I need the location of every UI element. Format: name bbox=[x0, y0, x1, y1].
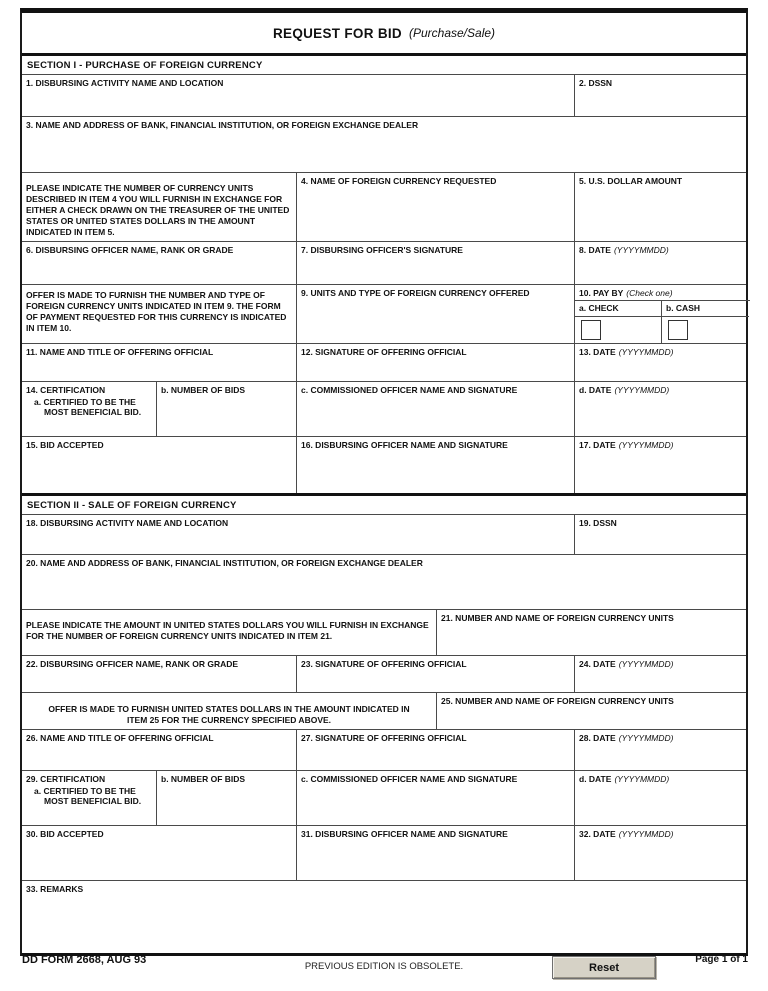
form-row bbox=[22, 172, 746, 241]
field-29b-number-of-bids[interactable] bbox=[157, 771, 297, 825]
check-checkbox[interactable] bbox=[581, 320, 601, 340]
request-for-bid-form bbox=[20, 8, 748, 956]
field-19-dssn[interactable] bbox=[575, 515, 750, 554]
item-13-label: 13. DATE bbox=[579, 346, 616, 357]
form-row bbox=[22, 343, 746, 381]
item-29b-label: b. NUMBER OF BIDS bbox=[161, 773, 246, 784]
item-26-label: 26. NAME AND TITLE OF OFFERING OFFICIAL bbox=[26, 732, 214, 743]
form-title-row bbox=[22, 13, 746, 53]
item-17-date-format: (YYYYMMDD) bbox=[618, 439, 674, 450]
item-32-date-format: (YYYYMMDD) bbox=[618, 828, 674, 839]
item-14d-label: d. DATE bbox=[579, 384, 612, 395]
pay-by-check-column bbox=[575, 301, 662, 342]
item-11-label: 11. NAME AND TITLE OF OFFERING OFFICIAL bbox=[26, 346, 214, 357]
form-row bbox=[22, 825, 746, 880]
form-row bbox=[22, 381, 746, 436]
form-row bbox=[22, 880, 746, 953]
item-6-label: 6. DISBURSING OFFICER NAME, RANK OR GRADE bbox=[26, 245, 234, 256]
sale-instruction-cell bbox=[22, 610, 437, 655]
field-30-bid-accepted[interactable] bbox=[22, 826, 297, 880]
field-17-date[interactable] bbox=[575, 437, 750, 493]
field-14b-number-of-bids[interactable] bbox=[157, 382, 297, 436]
edition-note: PREVIOUS EDITION IS OBSOLETE. bbox=[304, 961, 464, 972]
field-29d-date[interactable] bbox=[575, 771, 750, 825]
purchase-instruction-text: PLEASE INDICATE THE NUMBER OF CURRENCY UNITS DESCRIBED IN ITEM 4 YOU WILL FURNISH IN EXCHANGE FOR EITHER A CHECK DRAWN ON THE TREASURER OF THE UNITED STATES OR UNITED STATES DOLLARS IN THE AMOUNT INDICATED IN ITEM 5. bbox=[26, 183, 290, 238]
item-19-label: 19. DSSN bbox=[579, 517, 617, 528]
form-footer bbox=[20, 952, 748, 986]
field-31-do-name-signature[interactable] bbox=[297, 826, 575, 880]
sale-offer-instruction-text: OFFER IS MADE TO FURNISH UNITED STATES DOLLARS IN THE AMOUNT INDICATED IN ITEM 25 FOR THE CURRENCY SPECIFIED ABOVE. bbox=[48, 703, 410, 725]
item-14d-date-format: (YYYYMMDD) bbox=[614, 384, 670, 395]
item-3-label: 3. NAME AND ADDRESS OF BANK, FINANCIAL INSTITUTION, OR FOREIGN EXCHANGE DEALER bbox=[26, 120, 419, 130]
item-21-label: 21. NUMBER AND NAME OF FOREIGN CURRENCY UNITS bbox=[441, 612, 674, 623]
field-29c-commissioned-officer[interactable] bbox=[297, 771, 575, 825]
purchase-instruction-cell bbox=[22, 173, 297, 241]
item-16-label: 16. DISBURSING OFFICER NAME AND SIGNATURE bbox=[301, 439, 508, 450]
item-23-label: 23. SIGNATURE OF OFFERING OFFICIAL bbox=[301, 658, 467, 669]
item-32-label: 32. DATE bbox=[579, 828, 616, 839]
form-row bbox=[22, 692, 746, 729]
form-title: REQUEST FOR BID bbox=[272, 25, 402, 41]
item-28-label: 28. DATE bbox=[579, 732, 616, 743]
field-15-bid-accepted[interactable] bbox=[22, 437, 297, 493]
field-2-dssn[interactable] bbox=[575, 75, 750, 116]
form-row bbox=[22, 655, 746, 692]
item-17-label: 17. DATE bbox=[579, 439, 616, 450]
certification-29-cell bbox=[22, 771, 157, 825]
item-20-label: 20. NAME AND ADDRESS OF BANK, FINANCIAL INSTITUTION, OR FOREIGN EXCHANGE DEALER bbox=[26, 557, 423, 568]
item-22-label: 22. DISBURSING OFFICER NAME, RANK OR GRADE bbox=[26, 658, 239, 669]
pay-by-cash-column bbox=[662, 301, 749, 342]
item-30-label: 30. BID ACCEPTED bbox=[26, 828, 104, 839]
item-8-date-format: (YYYYMMDD) bbox=[613, 245, 669, 256]
field-33-remarks[interactable] bbox=[22, 881, 746, 953]
item-12-label: 12. SIGNATURE OF OFFERING OFFICIAL bbox=[301, 346, 467, 357]
item-29a-label: a. CERTIFIED TO BE THE MOST BENEFICIAL BID. bbox=[34, 785, 142, 807]
form-row bbox=[22, 74, 746, 116]
field-1-disbursing-activity[interactable] bbox=[22, 75, 575, 116]
item-27-label: 27. SIGNATURE OF OFFERING OFFICIAL bbox=[301, 732, 467, 743]
pay-by-cell bbox=[575, 285, 750, 342]
item-29d-label: d. DATE bbox=[579, 773, 612, 784]
field-21-foreign-currency-units[interactable] bbox=[437, 610, 750, 655]
reset-button[interactable]: Reset bbox=[552, 956, 656, 979]
field-8-date[interactable] bbox=[575, 242, 750, 284]
item-10a-label: a. CHECK bbox=[575, 301, 661, 316]
item-25-label: 25. NUMBER AND NAME OF FOREIGN CURRENCY UNITS bbox=[441, 695, 674, 706]
sale-offer-instruction-cell bbox=[22, 693, 437, 729]
offer-instruction-text: OFFER IS MADE TO FURNISH THE NUMBER AND TYPE OF FOREIGN CURRENCY UNITS INDICATED IN ITEM 9. THE FORM OF PAYMENT REQUESTED FOR THIS CURRENCY IS INDICATED IN ITEM 10. bbox=[26, 290, 287, 334]
form-row bbox=[22, 729, 746, 770]
item-4-label: 4. NAME OF FOREIGN CURRENCY REQUESTED bbox=[301, 176, 497, 186]
item-33-label: 33. REMARKS bbox=[26, 883, 84, 894]
item-14b-label: b. NUMBER OF BIDS bbox=[161, 384, 246, 395]
field-26-offering-official[interactable] bbox=[22, 730, 297, 770]
field-4-currency-requested[interactable] bbox=[297, 173, 575, 241]
form-row bbox=[22, 609, 746, 655]
item-24-date-format: (YYYYMMDD) bbox=[618, 658, 674, 669]
section2-header: SECTION II - SALE OF FOREIGN CURRENCY bbox=[22, 493, 746, 514]
item-1-label: 1. DISBURSING ACTIVITY NAME AND LOCATION bbox=[26, 78, 224, 88]
form-row bbox=[22, 514, 746, 554]
cash-checkbox[interactable] bbox=[668, 320, 688, 340]
item-31-label: 31. DISBURSING OFFICER NAME AND SIGNATURE bbox=[301, 828, 508, 839]
item-24-label: 24. DATE bbox=[579, 658, 616, 669]
form-row bbox=[22, 436, 746, 493]
form-row bbox=[22, 554, 746, 609]
field-28-date[interactable] bbox=[575, 730, 750, 770]
form-row bbox=[22, 770, 746, 825]
field-11-offering-official[interactable] bbox=[22, 344, 297, 381]
form-number: DD FORM 2668, AUG 93 bbox=[22, 954, 147, 966]
item-10-label: 10. PAY BY bbox=[579, 288, 624, 299]
item-2-label: 2. DSSN bbox=[579, 78, 613, 88]
field-14c-commissioned-officer[interactable] bbox=[297, 382, 575, 436]
item-10b-label: b. CASH bbox=[662, 301, 749, 316]
item-29c-label: c. COMMISSIONED OFFICER NAME AND SIGNATURE bbox=[301, 773, 518, 784]
item-28-date-format: (YYYYMMDD) bbox=[618, 732, 674, 743]
field-12-offering-signature[interactable] bbox=[297, 344, 575, 381]
section1-header: SECTION I - PURCHASE OF FOREIGN CURRENCY bbox=[22, 53, 746, 74]
field-22-disbursing-officer[interactable] bbox=[22, 656, 297, 692]
field-25-foreign-currency-units[interactable] bbox=[437, 693, 750, 729]
form-row bbox=[22, 284, 746, 342]
form-row bbox=[22, 116, 746, 172]
field-16-do-name-signature[interactable] bbox=[297, 437, 575, 493]
field-9-units-type-offered[interactable] bbox=[297, 285, 575, 342]
page-indicator: Page 1 of 1 bbox=[695, 954, 748, 965]
item-9-label: 9. UNITS AND TYPE OF FOREIGN CURRENCY OFFERED bbox=[301, 288, 530, 299]
item-15-label: 15. BID ACCEPTED bbox=[26, 439, 104, 450]
field-6-disbursing-officer[interactable] bbox=[22, 242, 297, 284]
item-8-label: 8. DATE bbox=[579, 245, 611, 256]
field-3-bank-name-address[interactable] bbox=[22, 117, 746, 172]
field-18-disbursing-activity[interactable] bbox=[22, 515, 575, 554]
item-5-label: 5. U.S. DOLLAR AMOUNT bbox=[579, 176, 683, 186]
field-27-offering-signature[interactable] bbox=[297, 730, 575, 770]
field-20-bank-name-address[interactable] bbox=[22, 555, 746, 609]
item-14-label: 14. CERTIFICATION bbox=[26, 384, 106, 395]
item-29-label: 29. CERTIFICATION bbox=[26, 773, 106, 784]
field-32-date[interactable] bbox=[575, 826, 750, 880]
item-10-check-one-note: (Check one) bbox=[626, 288, 673, 299]
field-13-date[interactable] bbox=[575, 344, 750, 381]
item-29d-date-format: (YYYYMMDD) bbox=[614, 773, 670, 784]
item-14c-label: c. COMMISSIONED OFFICER NAME AND SIGNATURE bbox=[301, 384, 518, 395]
field-7-disbursing-officer-signature[interactable] bbox=[297, 242, 575, 284]
offer-instruction-cell bbox=[22, 285, 297, 342]
field-5-us-dollar-amount[interactable] bbox=[575, 173, 750, 241]
field-23-offering-signature[interactable] bbox=[297, 656, 575, 692]
form-row bbox=[22, 241, 746, 284]
field-14d-date[interactable] bbox=[575, 382, 750, 436]
item-13-date-format: (YYYYMMDD) bbox=[618, 346, 674, 357]
form-title-note: (Purchase/Sale) bbox=[408, 26, 496, 40]
item-14a-label: a. CERTIFIED TO BE THE MOST BENEFICIAL BID. bbox=[34, 396, 142, 417]
item-18-label: 18. DISBURSING ACTIVITY NAME AND LOCATION bbox=[26, 517, 229, 528]
sale-instruction-text: PLEASE INDICATE THE AMOUNT IN UNITED STATES DOLLARS YOU WILL FURNISH IN EXCHANGE FOR THE NUMBER OF FOREIGN CURRENCY UNITS INDICATED IN ITEM 21. bbox=[26, 619, 429, 641]
certification-14-cell bbox=[22, 382, 157, 436]
field-24-date[interactable] bbox=[575, 656, 750, 692]
item-7-label: 7. DISBURSING OFFICER'S SIGNATURE bbox=[301, 245, 463, 256]
